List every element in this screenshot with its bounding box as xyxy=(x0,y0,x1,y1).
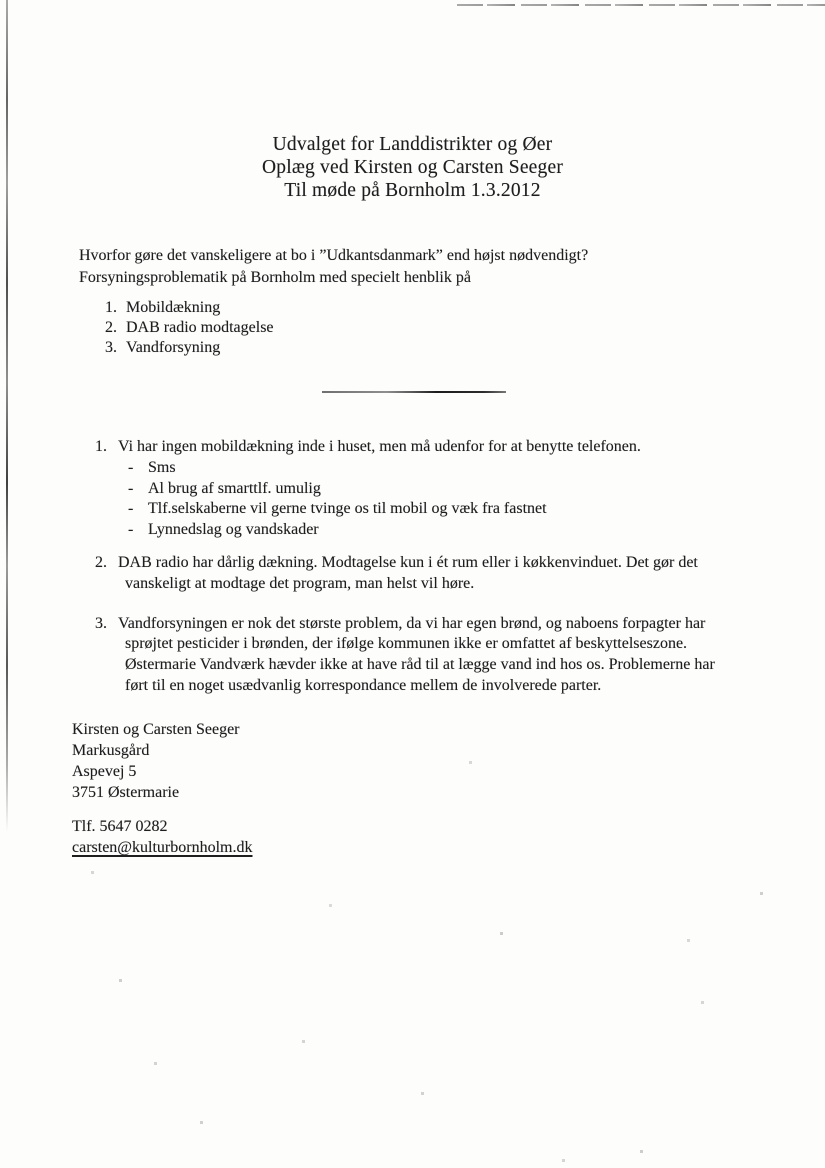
topic-item-mobile xyxy=(105,298,274,318)
point-line: sprøjtet pesticider i brønden, der ifølge kommunen ikke er omfattet af beskyttelseszone. xyxy=(125,635,688,653)
intro-paragraph xyxy=(79,245,775,289)
scan-noise-speckles xyxy=(0,0,1,1)
signature-street: Aspevej 5 xyxy=(72,763,137,780)
point-text-block xyxy=(118,553,773,595)
scan-artifact-left-edge-line xyxy=(6,0,8,832)
point-text-block xyxy=(118,614,773,697)
topic-item-dab xyxy=(105,318,274,338)
detail-points-list xyxy=(95,437,773,697)
email-address: carsten@kulturbornholm.dk xyxy=(72,839,253,856)
point-water-supply xyxy=(95,614,773,697)
sub-bullet-item xyxy=(118,458,773,479)
point-line: DAB radio har dårlig dækning. Modtagelse kun i ét rum eller i køkkenvinduet. Det gør det xyxy=(118,553,698,571)
sub-bullet-label: Sms xyxy=(148,458,176,476)
point-number: 3. xyxy=(95,614,107,632)
point-line: vanskeligt at modtage det program, man helst vil høre. xyxy=(125,574,475,592)
topics-list xyxy=(105,298,274,358)
sub-bullet-item xyxy=(118,520,773,541)
point-line: Vi har ingen mobildækning inde i huset, men må udenfor for at benytte telefonen. xyxy=(118,438,641,455)
topic-number: 1. xyxy=(105,299,117,316)
point-line: Vandforsyningen er nok det største problem, da vi har egen brønd, og naboens forpagter har xyxy=(118,614,706,632)
dash-bullet: - xyxy=(128,479,134,497)
signature-farm: Markusgård xyxy=(72,742,150,759)
sub-bullet-list xyxy=(118,458,773,541)
document-title xyxy=(0,133,825,202)
dash-bullet: - xyxy=(128,521,134,539)
point-text-block xyxy=(118,437,773,541)
topic-item-water xyxy=(105,338,274,358)
topic-label: Vandforsyning xyxy=(126,338,221,356)
scan-artifact-dashed-line xyxy=(457,4,825,6)
intro-line-2: Forsyningsproblematik på Bornholm med specielt henblik på xyxy=(79,268,471,286)
phone-number: Tlf. 5647 0282 xyxy=(72,818,168,835)
topic-label: DAB radio modtagelse xyxy=(126,318,274,336)
point-line: ført til en noget usædvanlig korrespondance mellem de involverede parter. xyxy=(125,676,602,694)
title-line-committee: Udvalget for Landdistrikter og Øer xyxy=(272,134,553,155)
intro-line-1: Hvorfor gøre det vanskeligere at bo i ”Udkantsdanmark” end højst nødvendigt? xyxy=(79,247,589,264)
topic-number: 3. xyxy=(105,338,117,356)
sub-bullet-label: Al brug af smarttlf. umulig xyxy=(148,479,321,497)
dash-bullet: - xyxy=(128,458,134,476)
point-number: 1. xyxy=(95,438,107,455)
sub-bullet-item xyxy=(118,499,773,520)
topic-number: 2. xyxy=(105,318,117,336)
section-divider-line xyxy=(322,391,506,393)
contact-block xyxy=(72,816,252,858)
point-number: 2. xyxy=(95,553,107,571)
title-line-meeting: Til møde på Bornholm 1.3.2012 xyxy=(284,180,541,201)
sub-bullet-label: Tlf.selskaberne vil gerne tvinge os til mobil og væk fra fastnet xyxy=(148,500,547,518)
sub-bullet-item xyxy=(118,479,773,500)
signature-city: 3751 Østermarie xyxy=(72,784,180,801)
title-line-presenters: Oplæg ved Kirsten og Carsten Seeger xyxy=(261,157,564,178)
signature-block xyxy=(72,719,240,803)
sub-bullet-label: Lynnedslag og vandskader xyxy=(148,521,319,539)
point-dab-radio xyxy=(95,553,773,595)
dash-bullet: - xyxy=(128,500,134,518)
point-line: Østermarie Vandværk hævder ikke at have råd til at lægge vand ind hos os. Problemerne har xyxy=(125,656,715,674)
topic-label: Mobildækning xyxy=(126,299,221,316)
signature-names: Kirsten og Carsten Seeger xyxy=(72,721,240,738)
point-mobile-coverage xyxy=(95,437,773,541)
